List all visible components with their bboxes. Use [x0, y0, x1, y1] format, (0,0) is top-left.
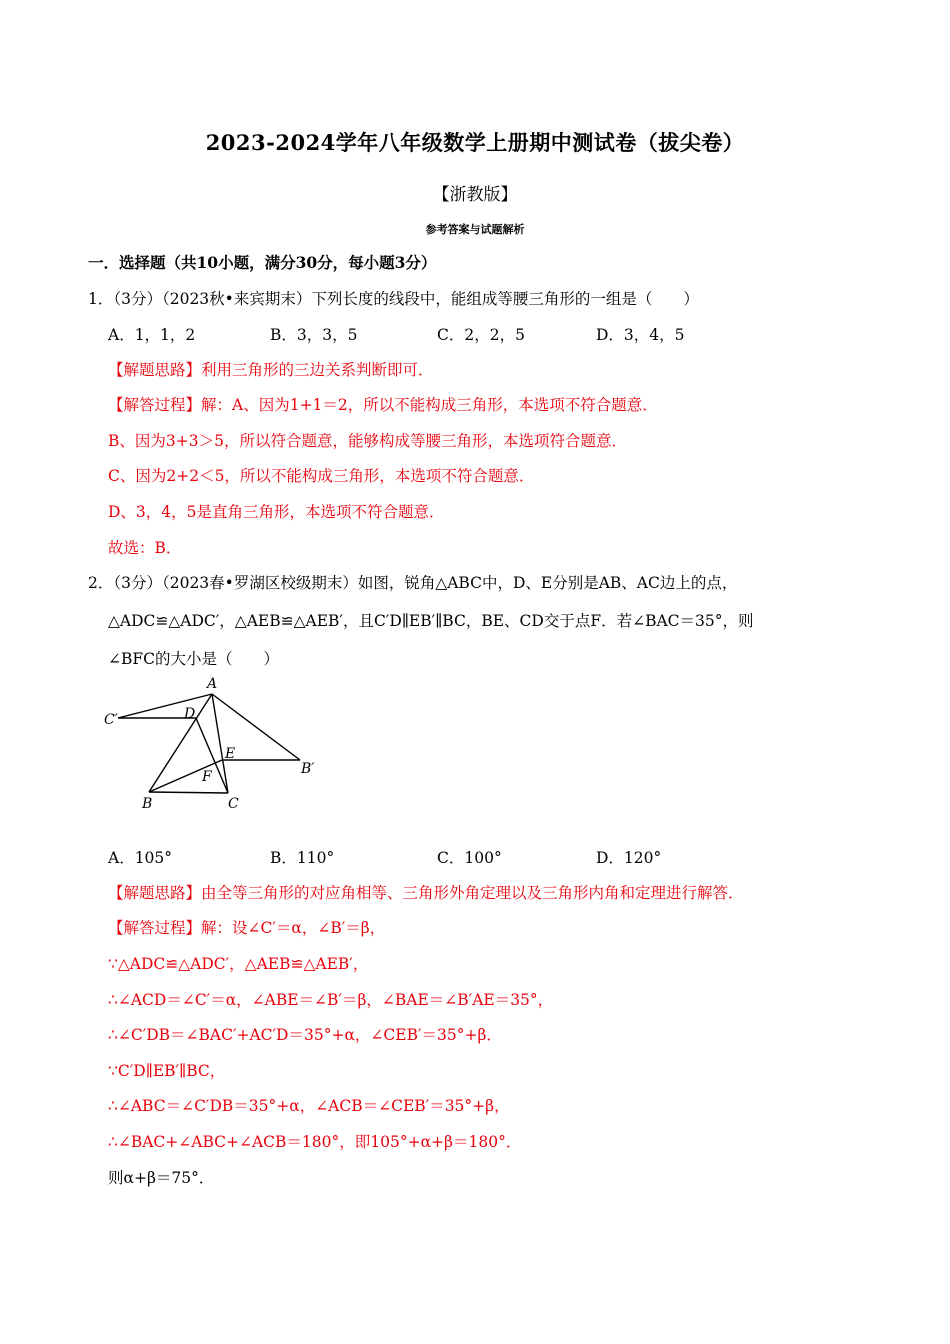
label-e: E [225, 746, 236, 762]
segment-b-c [149, 792, 228, 793]
q1-option-a: A．1，1，2 [108, 326, 196, 344]
label-f: F [202, 769, 212, 785]
q1-line-c: C、因为2+2＜5，所以不能构成三角形，本选项不符合题意． [108, 467, 535, 485]
q2-idea-label: 【解题思路】 [108, 884, 202, 902]
q2-proc-text: 解：设∠C′＝α，∠B′＝β， [201, 919, 386, 937]
question-2-stem-2: △ADC≌△ADC′，△AEB≌△AEB′，且C′D∥EB′∥BC，BE、CD交于点F．若∠BAC＝35°，则 [108, 612, 754, 630]
q2-option-b: B．110° [270, 849, 335, 867]
q2-proc-label: 【解答过程】 [108, 919, 202, 937]
question-2-stem-1: 2．（3分）（2023春•罗湖区校级期末）如图，锐角△ABC中，D、E分别是AB、AC边上的点， [88, 574, 738, 592]
q2-step-7: 则α+β＝75°． [108, 1169, 215, 1187]
label-d: D [184, 706, 196, 722]
q1-line-b: B、因为3+3＞5，所以符合题意，能够构成等腰三角形，本选项符合题意． [108, 432, 627, 450]
q2-step-2: ∴∠ACD＝∠C′＝α，∠ABE＝∠B′＝β，∠BAE＝∠B′AE＝35°， [108, 991, 554, 1009]
page-title: 2023-2024学年八年级数学上册期中测试卷（拔尖卷） [205, 130, 745, 155]
q2-idea [108, 881, 744, 903]
q2-step-5: ∴∠ABC＝∠C′DB＝35°+α，∠ACB＝∠CEB′＝35°+β， [108, 1097, 510, 1115]
q1-option-c: C．2，2，5 [437, 326, 525, 344]
label-c-prime: C′ [104, 712, 118, 728]
q1-idea-text: 利用三角形的三边关系判断即可． [201, 361, 434, 379]
label-a: A [207, 676, 218, 692]
segment-a-c [212, 694, 228, 793]
q1-answer: 故选：B． [108, 539, 182, 557]
q1-option-d: D．3，4，5 [596, 326, 685, 344]
label-b: B [142, 796, 153, 812]
segment-c-d [196, 718, 228, 793]
q1-idea [108, 358, 434, 380]
q2-step-4: ∵C′D∥EB′∥BC， [108, 1062, 226, 1080]
q2-step-6: ∴∠BAC+∠ABC+∠ACB＝180°，即105°+α+β＝180°． [108, 1133, 522, 1151]
q2-option-c: C．100° [437, 849, 502, 867]
q1-idea-label: 【解题思路】 [108, 361, 202, 379]
q2-option-d: D．120° [596, 849, 662, 867]
q2-step-3: ∴∠C′DB＝∠BAC′+AC′D＝35°+α，∠CEB′＝35°+β． [108, 1026, 502, 1044]
q1-proc-label: 【解答过程】 [108, 396, 202, 414]
question-1-stem: 1．（3分）（2023秋•来宾期末）下列长度的线段中，能组成等腰三角形的一组是（ ） [88, 290, 699, 308]
q2-process [108, 916, 385, 938]
label-b-prime: B′ [301, 761, 315, 777]
question-2-stem-3: ∠BFC的大小是（ ） [108, 650, 279, 668]
q2-step-1: ∵△ADC≌△ADC′，△AEB≌△AEB′， [108, 955, 369, 973]
edition-label: 【浙教版】 [432, 185, 518, 205]
q1-option-b: B．3，3，5 [270, 326, 358, 344]
q1-process [108, 393, 658, 415]
q1-proc-text: 解：A、因为1+1＝2，所以不能构成三角形，本选项不符合题意． [201, 396, 658, 414]
segment-cprime-a [118, 694, 212, 718]
subtitle: 参考答案与试题解析 [425, 223, 525, 236]
q1-line-d: D、3，4，5是直角三角形，本选项不符合题意． [108, 503, 445, 521]
label-c: C [228, 796, 239, 812]
q2-option-a: A．105° [108, 849, 173, 867]
triangle-figure [104, 674, 334, 814]
section-heading: 一．选择题（共10小题，满分30分，每小题3分） [88, 253, 437, 272]
q2-idea-text: 由全等三角形的对应角相等、三角形外角定理以及三角形内角和定理进行解答． [201, 884, 744, 902]
